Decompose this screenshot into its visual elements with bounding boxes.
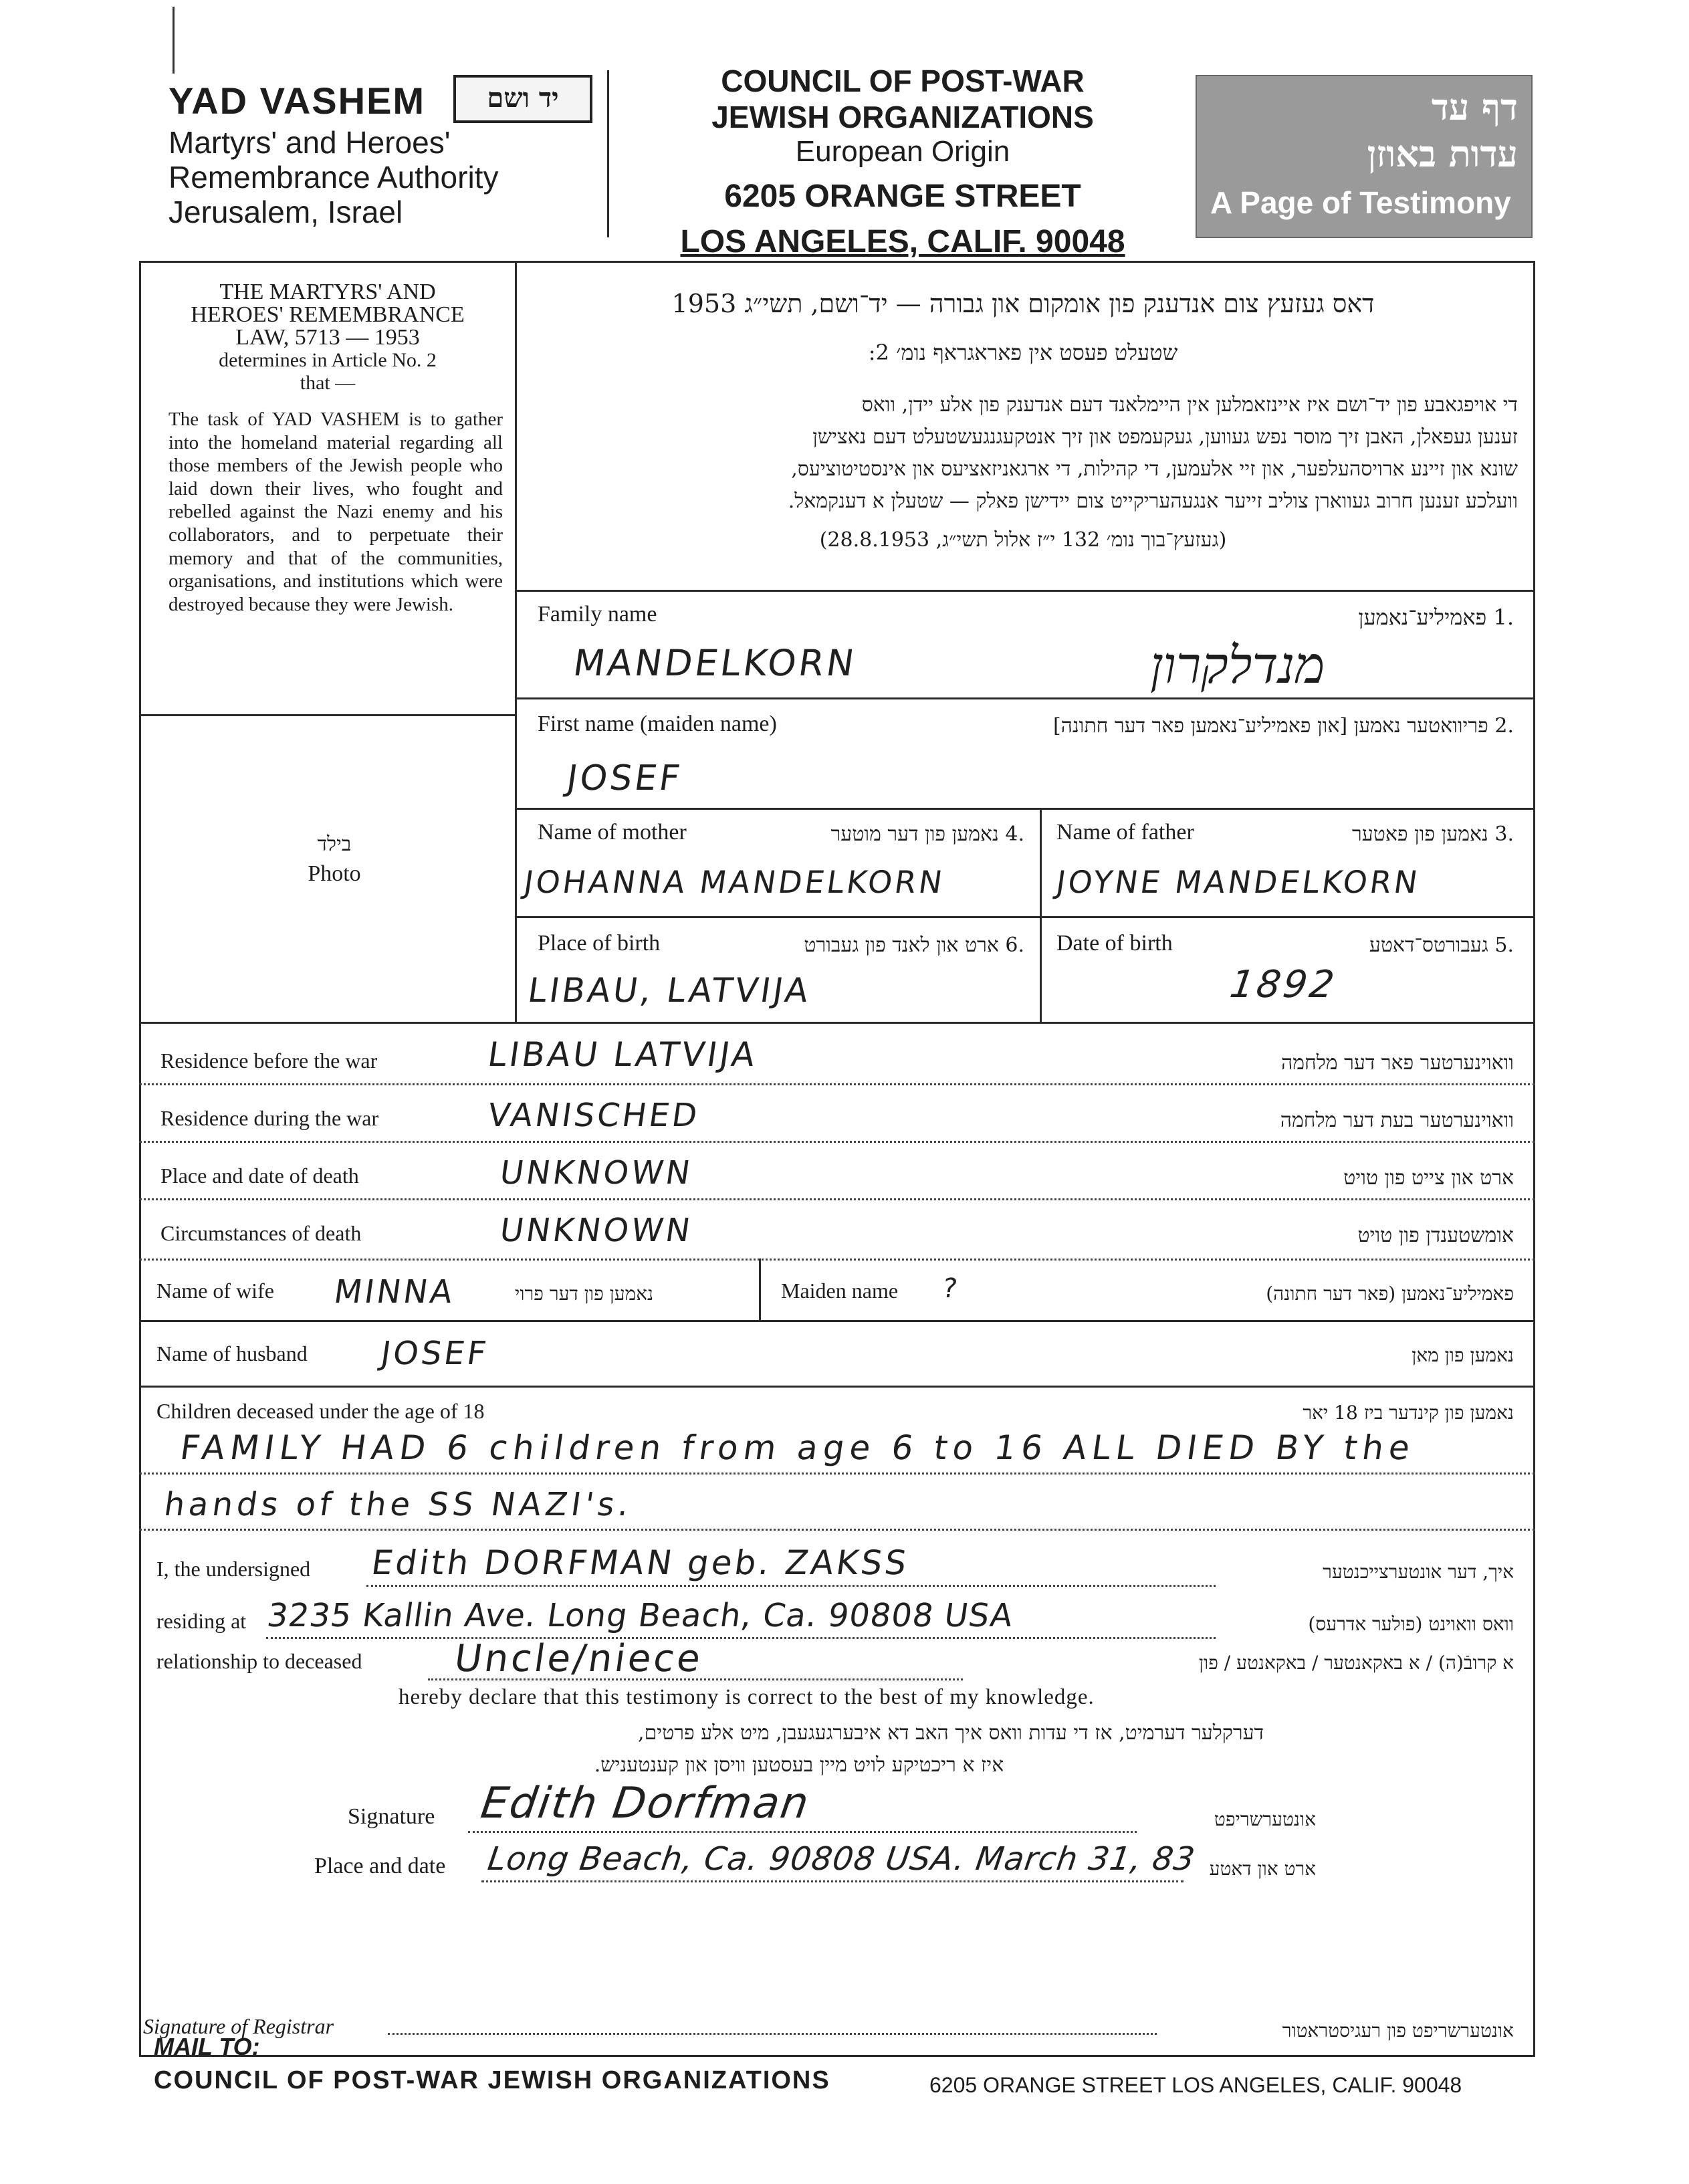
children-label: Children deceased under the age of 18 (156, 1399, 485, 1423)
first-name-field[interactable]: JOSEF (564, 758, 685, 798)
undersigned-field[interactable]: Edith DORFMAN geb. ZAKSS (368, 1543, 912, 1582)
residence-before-label: Residence before the war (160, 1049, 378, 1073)
residing-dotted-rule (266, 1637, 1216, 1639)
relationship-field[interactable]: Uncle/niece (451, 1637, 706, 1680)
badge-hebrew-line2: עדות באוזן (1367, 132, 1518, 175)
law-title-4: determines in Article No. 2 (219, 349, 437, 371)
family-name-hebrew-handwritten: מנדלקרון (1150, 635, 1325, 695)
undersigned-label-hebrew: איך, דער אונטערצייכנטער (1323, 1561, 1514, 1583)
death-circumstances-label-hebrew: אומשטענדן פון טויט (1357, 1224, 1514, 1247)
badge-hebrew-line1: דף עד (1431, 86, 1518, 128)
law-title-2: HEROES' REMEMBRANCE (191, 302, 465, 327)
signature-label-hebrew: אונטערשריפט (1214, 1808, 1316, 1830)
death-place-field[interactable]: UNKNOWN (497, 1154, 695, 1192)
first-name-label-hebrew: .2 פריוואטער נאמען [און פאמיליע־נאמען פאר דער חתונה] (1052, 714, 1514, 738)
photo-label-hebrew: בילד (317, 833, 352, 856)
father-name-label: Name of father (1056, 820, 1194, 845)
place-date-field[interactable]: Long Beach, Ca. 90808 USA. March 31, 83 (485, 1840, 1198, 1878)
rule-below-husband (139, 1386, 1535, 1388)
council-line1: COUNCIL OF POST-WAR (721, 64, 1085, 98)
residing-label-hebrew: וואס וואוינט (פולער אדרעס) (1308, 1613, 1514, 1635)
wife-maiden-divider (759, 1259, 761, 1320)
residence-during-dotted-rule (139, 1141, 1535, 1143)
children-field-line2[interactable]: hands of the SS NAZI's. (162, 1486, 635, 1523)
registrar-label: Signature of Registrar (143, 2014, 334, 2038)
rule-below-intro (515, 590, 1535, 592)
relationship-label: relationship to deceased (156, 1649, 362, 1673)
declaration-statement: hereby declare that this testimony is correct to the best of my knowledge. (399, 1685, 1095, 1709)
law-body: The task of YAD VASHEM is to gather into the homeland material regarding all those members of the Jewish people who laid down their lives, who fought and rebelled against the Nazi enemy and his collaborators, and to perpetuate their memory and that of the communities, organisations, and institutions which were destroyed because they were Jewish. (168, 409, 503, 615)
rule-below-parents (515, 916, 1535, 918)
wife-name-label: Name of wife (156, 1279, 274, 1303)
left-column-divider (515, 261, 517, 1022)
residence-during-label: Residence during the war (160, 1106, 379, 1130)
law-title-3: LAW, 5713 — 1953 (235, 325, 420, 350)
signature-dotted-rule (468, 1831, 1137, 1833)
death-place-label: Place and date of death (160, 1164, 359, 1188)
rule-below-family (515, 697, 1535, 699)
father-name-label-hebrew: .3 נאמען פון פאטער (1351, 823, 1514, 846)
relationship-dotted-rule (428, 1678, 963, 1680)
place-date-label-hebrew: ארט און דאטע (1209, 1858, 1316, 1880)
yiddish-intro-line4: זענען געפאלן, האבן זיך מוסר נפש געווען, געקעמפט און זיך אנטקעגנגעשטעלט דעם נאצישן (812, 425, 1518, 449)
father-name-field[interactable]: JOYNE MANDELKORN (1054, 864, 1423, 900)
residence-during-field[interactable]: VANISCHED (485, 1097, 702, 1134)
birth-place-label: Place of birth (538, 931, 661, 956)
wife-name-label-hebrew: נאמען פון דער פרוי (515, 1283, 654, 1305)
husband-name-label-hebrew: נאמען פון מאן (1412, 1344, 1514, 1366)
yad-vashem-line2: Remembrance Authority (168, 160, 499, 195)
death-circumstances-label: Circumstances of death (160, 1221, 362, 1245)
yiddish-intro-line1: דאס געזעץ צום אנדענק פון אומקום און גבורה — יד־ושם, תשי״ג 1953 (671, 289, 1375, 318)
wife-name-field[interactable]: MINNA (332, 1273, 458, 1311)
rule-below-birth (139, 1022, 1535, 1024)
family-name-label: Family name (538, 602, 657, 627)
husband-name-field[interactable]: JOSEF (378, 1335, 491, 1372)
mother-name-field[interactable]: JOHANNA MANDELKORN (522, 864, 947, 900)
rule-below-first (515, 808, 1535, 810)
registrar-label-hebrew: אונטערשריפט פון רעגיסטראטור (1282, 2019, 1514, 2042)
badge-english: A Page of Testimony (1210, 185, 1511, 220)
place-date-label: Place and date (314, 1854, 446, 1878)
footer-address: 6205 ORANGE STREET LOS ANGELES, CALIF. 90048 (929, 2073, 1462, 2097)
birth-date-label-hebrew: .5 געבורטס־דאטע (1369, 934, 1514, 957)
page-of-testimony-badge (1196, 75, 1533, 238)
first-name-label: First name (maiden name) (538, 712, 777, 736)
family-name-field[interactable]: MANDELKORN (570, 642, 860, 684)
death-circumstances-dotted-rule (139, 1259, 1535, 1261)
undersigned-dotted-rule (366, 1585, 1216, 1587)
death-circumstances-field[interactable]: UNKNOWN (497, 1212, 695, 1249)
death-place-dotted-rule (139, 1198, 1535, 1200)
council-line4: 6205 ORANGE STREET (724, 179, 1081, 214)
law-title-1: THE MARTYRS' AND (219, 280, 436, 304)
undersigned-label: I, the undersigned (156, 1557, 311, 1581)
birth-date-label: Date of birth (1056, 931, 1173, 956)
law-title-5: that — (300, 372, 356, 394)
family-name-label-hebrew: .1 פאמיליע־נאמען (1358, 605, 1514, 630)
yiddish-intro-line3: די אויפגאבע פון יד־ושם איז איינזאמלען אין היימלאנד דעם אנדענק פון אלע יידן, וואס (861, 393, 1518, 417)
children-dotted-rule-1 (139, 1472, 1535, 1475)
yad-vashem-line3: Jerusalem, Israel (168, 195, 403, 229)
yad-vashem-line1: Martyrs' and Heroes' (168, 125, 451, 160)
signature-label: Signature (348, 1804, 435, 1829)
yiddish-intro-line2: שטעלט פעסט אין פאראגראף נומ׳ 2: (868, 340, 1178, 365)
mail-to-label: MAIL TO: (154, 2033, 260, 2060)
children-field-line1[interactable]: FAMILY HAD 6 children from age 6 to 16 ALL DIED BY the (177, 1428, 1418, 1467)
relationship-label-hebrew: א קרובֿ(ה) / א באקאנטער / באקאנטע / פון (1198, 1652, 1514, 1674)
maiden-name-label: Maiden name (781, 1279, 899, 1303)
signature-field[interactable]: Edith Dorfman (477, 1779, 813, 1828)
yad-vashem-title: YAD VASHEM (168, 80, 426, 122)
children-label-hebrew: נאמען פון קינדער ביז 18 יאר (1303, 1402, 1514, 1424)
footer-organization: COUNCIL OF POST-WAR JEWISH ORGANIZATIONS (154, 2066, 830, 2094)
council-line2: JEWISH ORGANIZATIONS (711, 100, 1094, 134)
council-line5: LOS ANGELES, CALIF. 90048 (680, 224, 1125, 259)
parents-divider (1040, 808, 1042, 1022)
mother-name-label-hebrew: .4 נאמען פון דער מוטער (830, 823, 1024, 846)
birth-date-field[interactable]: 1892 (1227, 963, 1340, 1006)
birth-place-field[interactable]: LIBAU, LATVIJA (525, 971, 814, 1010)
yad-vashem-hebrew-logo: יד ושם (453, 75, 592, 123)
residence-before-field[interactable]: LIBAU LATVIJA (485, 1035, 760, 1074)
mother-name-label: Name of mother (538, 820, 687, 845)
residence-during-label-hebrew: וואוינערטער בעת דער מלחמה (1280, 1109, 1514, 1132)
residing-label: residing at (156, 1609, 247, 1633)
husband-name-label: Name of husband (156, 1341, 308, 1366)
council-line3: European Origin (795, 135, 1010, 168)
residence-before-label-hebrew: וואוינערטער פאר דער מלחמה (1280, 1051, 1514, 1075)
registrar-dotted-rule (388, 2033, 1157, 2035)
top-tick-mark (173, 7, 175, 74)
yiddish-intro-line6: וועלכע זענען חרוב געווארן צוליב זייער אנגעהעריקייט צום יידישן פאלק — שטעלן א דענקמאל. (788, 489, 1518, 513)
declaration-statement-hebrew-1: דערקלער דערמיט, אז די עדות וואס איך האב דא איבערגעגעבן, מיט אלע פרטים, (638, 1721, 1264, 1745)
children-dotted-rule-2 (139, 1529, 1535, 1531)
declaration-statement-hebrew-2: איז א ריכטיקע לויט מיין בעסטען וויסן און קענטעניש. (594, 1753, 1004, 1777)
residing-field[interactable]: 3235 Kallin Ave. Long Beach, Ca. 90808 USA (265, 1597, 1016, 1634)
maiden-name-label-hebrew: פאמיליע־נאמען (פאר דער חתונה) (1266, 1283, 1514, 1305)
rule-below-wife (139, 1320, 1535, 1322)
maiden-name-field[interactable]: ? (940, 1273, 962, 1304)
header-divider (607, 70, 609, 237)
birth-place-label-hebrew: .6 ארט און לאנד פון געבורט (804, 934, 1024, 957)
yiddish-intro-line7: (געזעץ־בוך נומ׳ 132 י״ז אלול תשי״ג, 28.8.1953) (819, 528, 1227, 552)
residence-before-dotted-rule (139, 1083, 1535, 1085)
yiddish-intro-line5: שונא און זיינע ארויסהעלפער, און זיי אלעמען, די קהילות, די ארגאניזאציעס און אינסטיטוציעס, (791, 457, 1518, 481)
photo-label: Photo (308, 861, 361, 886)
law-box-bottom-rule (139, 714, 517, 716)
place-date-dotted-rule (481, 1880, 1184, 1882)
death-place-label-hebrew: ארט און צייט פון טויט (1343, 1166, 1514, 1190)
